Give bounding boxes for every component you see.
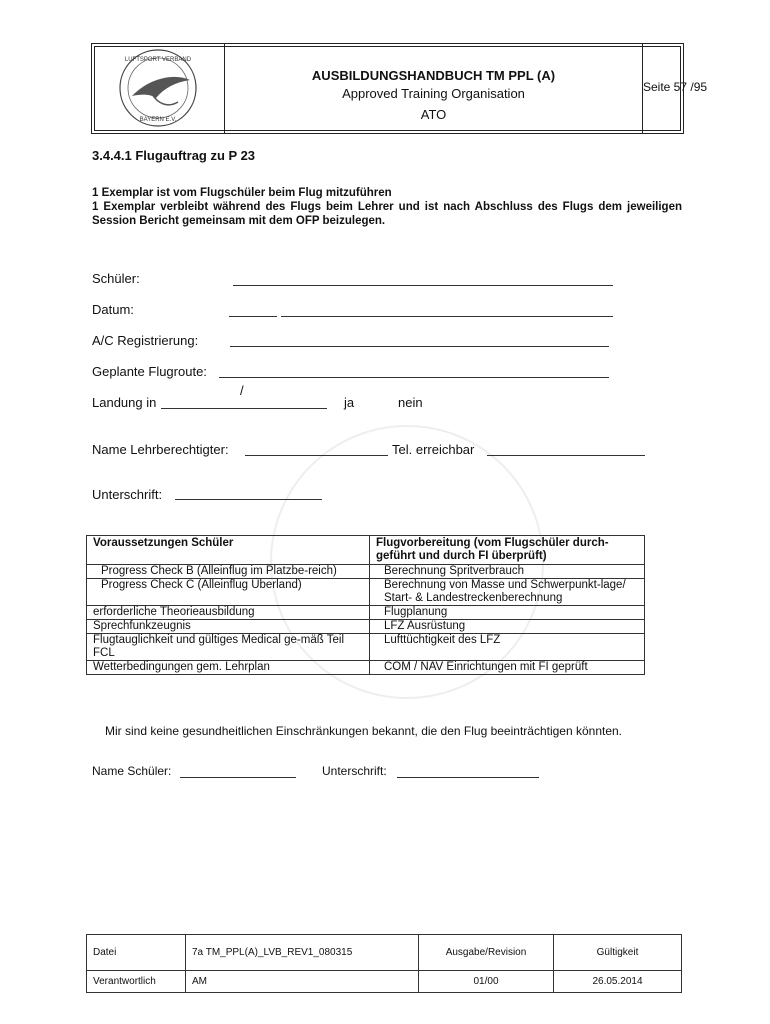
revision-label: Ausgabe/Revision (419, 935, 554, 971)
table-row (87, 620, 645, 634)
svg-text:LUFTSPORT VERBAND: LUFTSPORT VERBAND (124, 57, 192, 63)
signature-input-line[interactable] (175, 499, 322, 500)
org-label: ATO (420, 107, 447, 122)
table-row (87, 606, 645, 620)
prep-mass-balance[interactable]: Berechnung von Masse und Schwerpunkt-lage/ Start- & Landestreckenberechnung (370, 579, 645, 606)
requirement-medical[interactable]: Flugtauglichkeit und gültiges Medical ge-mäß Teil FCL (87, 634, 370, 661)
document-footer (86, 934, 682, 993)
student-signature-label: Unterschrift: (322, 764, 387, 778)
date-input-line-2[interactable] (281, 316, 613, 317)
date-label: Datum: (92, 302, 134, 317)
signature-label: Unterschrift: (92, 487, 163, 502)
table-row (87, 579, 645, 606)
file-label: Datei (87, 935, 186, 971)
manual-subtitle: Approved Training Organisation (342, 86, 525, 101)
manual-title: AUSBILDUNGSHANDBUCH TM PPL (A) (311, 68, 556, 83)
prep-com-nav-check[interactable]: COM / NAV Einrichtungen mit FI geprüft (370, 661, 645, 675)
route-input-line[interactable] (219, 377, 609, 378)
prep-airworthiness[interactable]: Lufttüchtigkeit des LFZ (370, 634, 645, 661)
responsible-label: Verantwortlich (87, 971, 186, 993)
table-row (87, 634, 645, 661)
student-label: Schüler: (92, 271, 140, 286)
registration-label: A/C Registrierung: (92, 333, 199, 348)
requirement-weather[interactable]: Wetterbedingungen gem. Lehrplan (87, 661, 370, 675)
registration-input-line[interactable] (230, 346, 609, 347)
col-header-requirements: Voraussetzungen Schüler (87, 536, 370, 565)
association-logo (92, 44, 225, 133)
student-input-line[interactable] (233, 285, 613, 286)
file-value: 7a TM_PPL(A)_LVB_REV1_080315 (186, 935, 419, 971)
route-label: Geplante Flugroute: (92, 364, 207, 379)
prep-fuel-calculation[interactable]: Berechnung Spritverbrauch (370, 565, 645, 579)
svg-text:BAYERN E.V.: BAYERN E.V. (139, 117, 177, 123)
landing-label: Landung in (92, 395, 157, 410)
requirements-table (86, 535, 645, 675)
student-signature-input-line[interactable] (397, 777, 539, 778)
prep-aircraft-equipment[interactable]: LFZ Ausrüstung (370, 620, 645, 634)
table-row (87, 565, 645, 579)
revision-value: 01/00 (419, 971, 554, 993)
validity-value: 26.05.2014 (554, 971, 682, 993)
phone-label: Tel. erreichbar (392, 442, 475, 457)
phone-input-line[interactable] (487, 455, 645, 456)
intro-line: 1 Exemplar ist vom Flugschüler beim Flug mitzuführen (92, 187, 392, 199)
slash-mark: / (240, 383, 244, 398)
requirement-progress-check-b[interactable]: Progress Check B (Alleinflug im Platzbe-reich) (87, 565, 370, 579)
section-title: 3.4.4.1 Flugauftrag zu P 23 (92, 148, 256, 163)
requirement-theory[interactable]: erforderliche Theorieausbildung (87, 606, 370, 620)
date-input-line-1[interactable] (229, 316, 277, 317)
yes-option[interactable]: ja (344, 395, 355, 410)
prep-flight-planning[interactable]: Flugplanung (370, 606, 645, 620)
responsible-value: AM (186, 971, 419, 993)
no-option[interactable]: nein (398, 395, 423, 410)
student-name-label: Name Schüler: (92, 764, 172, 778)
instructor-input-line[interactable] (245, 455, 388, 456)
intro-text (92, 186, 682, 228)
page-number: Seite 57 /95 (643, 80, 708, 94)
requirement-progress-check-c[interactable]: Progress Check C (Alleinflug Überland) (87, 579, 370, 606)
health-statement: Mir sind keine gesundheitlichen Einschränkungen bekannt, die den Flug beeinträchtigen könnten. (105, 724, 623, 738)
student-name-input-line[interactable] (180, 777, 296, 778)
landing-input-line[interactable] (161, 408, 327, 409)
validity-label: Gültigkeit (554, 935, 682, 971)
col-header-preparation: Flugvorbereitung (vom Flugschüler durch-geführt und durch FI überprüft) (370, 536, 645, 565)
instructor-label: Name Lehrberechtigter: (92, 442, 229, 457)
table-row (87, 661, 645, 675)
intro-line: 1 Exemplar verbleibt während des Flugs beim Lehrer und ist nach Abschluss des Flugs dem jeweiligen Session Bericht gemeinsam mit dem OFP beizulegen. (92, 201, 682, 227)
document-header (91, 43, 708, 134)
requirement-radio-licence[interactable]: Sprechfunkzeugnis (87, 620, 370, 634)
